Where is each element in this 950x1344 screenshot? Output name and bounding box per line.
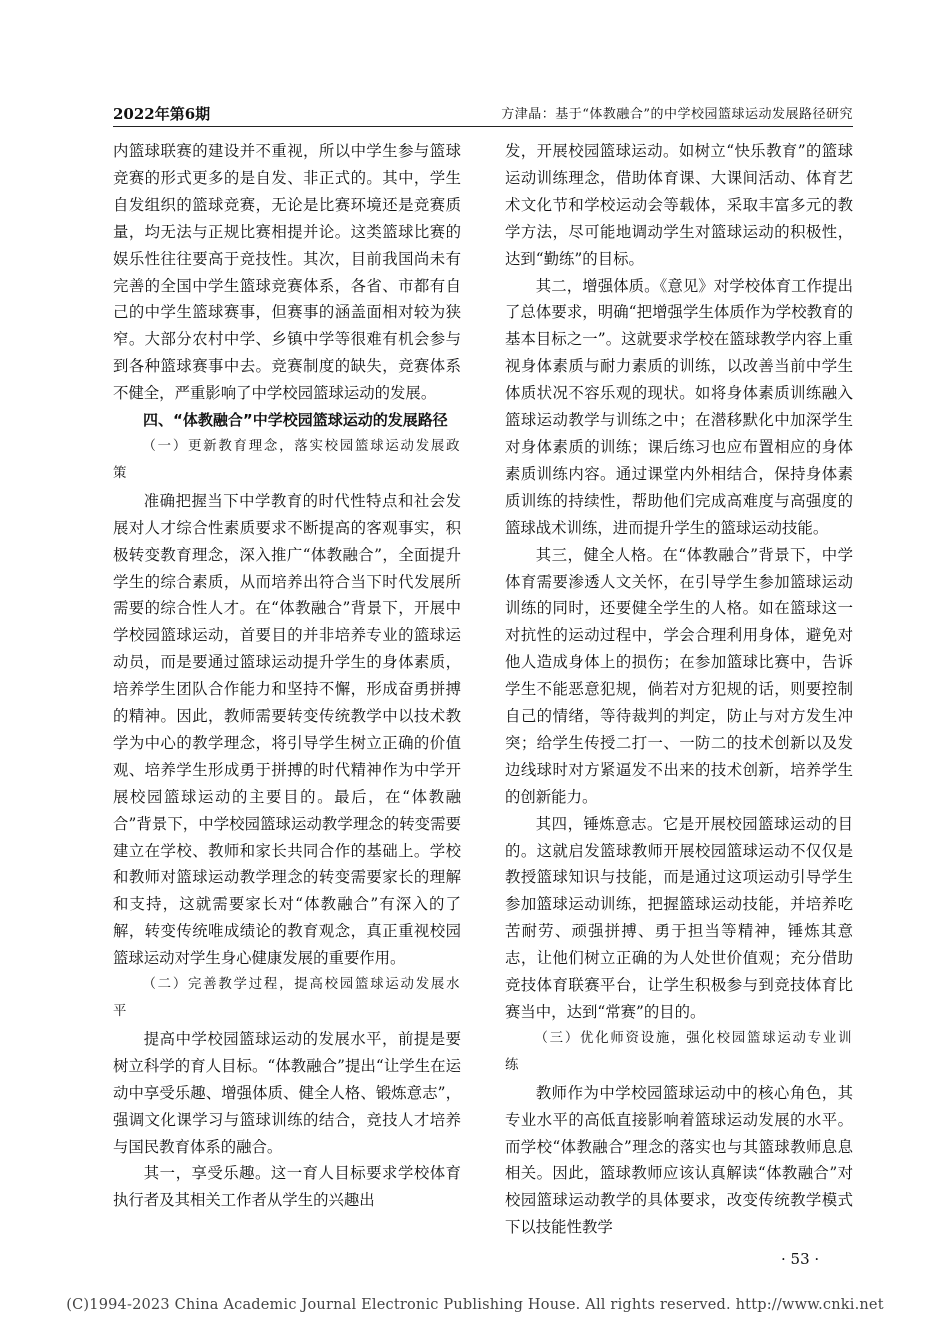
paragraph: 内篮球联赛的建设并不重视，所以中学生参与篮球竞赛的形式更多的是自发、非正式的。其中，学生自发组织的篮球竞赛，无论是比赛环境还是竞赛质量，均无法与正规比赛相提并论。这类篮球比赛的娱乐性往往要高于竞技性。其次，目前我国尚未有完善的全国中学生篮球竞赛体系，各省、市都有自己的中学生篮球赛事，但赛事的涵盖面相对较为狭窄。大部分农村中学、乡镇中学等很难有机会参与到各种篮球赛事中去。竞赛制度的缺失，竞赛体系不健全，严重影响了中学校园篮球运动的发展。 — [113, 142, 461, 403]
subsection-heading: （二）完善教学过程，提高校园篮球运动发展水平 — [113, 977, 461, 1019]
subsection-heading: （三）优化师资设施，强化校园篮球运动专业训练 — [505, 1030, 853, 1073]
paragraph: 提高中学校园篮球运动的发展水平，前提是要树立科学的育人目标。“体教融合”提出“让学生在运动中享受乐趣、增强体质、健全人格、锻炼意志”，强调文化课学习与篮球训练的结合，竞技人才培养与国民教育体系的融合。 — [113, 1029, 461, 1156]
journal-issue: 2022年第6期 — [113, 105, 211, 123]
page-number: · 53 · — [781, 1250, 820, 1268]
paragraph: 其一，享受乐趣。这一育人目标要求学校体育执行者及其相关工作者从学生的兴趣出 — [113, 1164, 461, 1210]
section-heading: 四、“体教融合”中学校园篮球运动的发展路径 — [143, 411, 448, 430]
paragraph: 教师作为中学校园篮球运动中的核心角色，其专业水平的高低直接影响着篮球运动发展的水平。而学校“体教融合”理念的落实也与其篮球教师息息相关。因此，篮球教师应该认真解读“体教融合”对校园篮球运动教学的具体要求，改变传统教学模式下以技能性教学 — [505, 1083, 853, 1237]
left-column — [113, 138, 461, 1214]
header-divider — [113, 126, 853, 127]
paragraph: 其四，锤炼意志。它是开展校园篮球运动的目的。这就启发篮球教师开展校园篮球运动不仅仅是教授篮球知识与技能，而是通过这项运动引导学生参加篮球运动训练，把握篮球运动技能，并培养吃苦耐劳、顽强拼搏、勇于担当等精神，锤炼其意志，让他们树立正确的为人处世价值观；充分借助竞技体育联赛平台，让学生积极参与到竞技体育比赛当中，达到“常赛”的目的。 — [505, 814, 853, 1021]
copyright-footer: (C)1994-2023 China Academic Journal Electronic Publishing House. All rights reserved. http://www.cnki.net — [66, 1297, 884, 1313]
right-column — [505, 138, 853, 1241]
paragraph: 其三，健全人格。在“体教融合”背景下，中学体育需要渗透人文关怀，在引导学生参加篮球运动训练的同时，还要健全学生的人格。如在篮球这一对抗性的运动过程中，学会合理利用身体，避免对他人造成身体上的损伤；在参加篮球比赛中，告诉学生不能恶意犯规，倘若对方犯规的话，则要控制自己的情绪，等待裁判的判定，防止与对方发生冲突；给学生传授二打一、一防二的技术创新以及发边线球时对方紧逼发不出来的技术创新，培养学生的创新能力。 — [505, 545, 853, 806]
running-header — [113, 103, 853, 125]
paragraph: 准确把握当下中学教育的时代性特点和社会发展对人才综合性素质要求不断提高的客观事实，积极转变教育理念，深入推广“体教融合”，全面提升学生的综合素质，从而培养出符合当下时代发展所需要的综合性人才。在“体教融合”背景下，开展中学校园篮球运动，首要目的并非培养专业的篮球运动员，而是要通过篮球运动提升学生的身体素质，培养学生团队合作能力和坚持不懈，形成奋勇拼搏的精神。因此，教师需要转变传统教学中以技术教学为中心的教学理念，将引导学生树立正确的价值观、培养学生形成勇于拼搏的时代精神作为中学开展校园篮球运动的主要目的。最后，在“体教融合”背景下，中学校园篮球运动教学理念的转变需要建立在学校、教师和家长共同合作的基础上。学校和教师对篮球运动教学理念的转变需要家长的理解和支持，这就需要家长对“体教融合”有深入的了解，转变传统唯成绩论的教育观念，真正重视校园篮球运动对学生身心健康发展的重要作用。 — [113, 491, 461, 968]
running-title: 方津晶：基于“体教融合”的中学校园篮球运动发展路径研究 — [501, 107, 853, 122]
subsection-heading: （一）更新教育理念，落实校园篮球运动发展政策 — [113, 438, 461, 481]
paragraph: 发，开展校园篮球运动。如树立“快乐教育”的篮球运动训练理念，借助体育课、大课间活动、体育艺术文化节和学校运动会等载体，采取丰富多元的教学方法，尽可能地调动学生对篮球运动的积极性，达到“勤练”的目标。 — [505, 142, 853, 268]
paragraph: 其二，增强体质。《意见》对学校体育工作提出了总体要求，明确“把增强学生体质作为学校教育的基本目标之一”。这就要求学校在篮球教学内容上重视身体素质与耐力素质的训练，以改善当前中学生体质状况不容乐观的现状。如将身体素质训练融入篮球运动教学与训练之中；在潜移默化中加深学生对身体素质的训练；课后练习也应布置相应的身体素质训练内容。通过课堂内外相结合，保持身体素质训练的持续性，帮助他们完成高难度与高强度的篮球战术训练，进而提升学生的篮球运动技能。 — [505, 276, 853, 537]
